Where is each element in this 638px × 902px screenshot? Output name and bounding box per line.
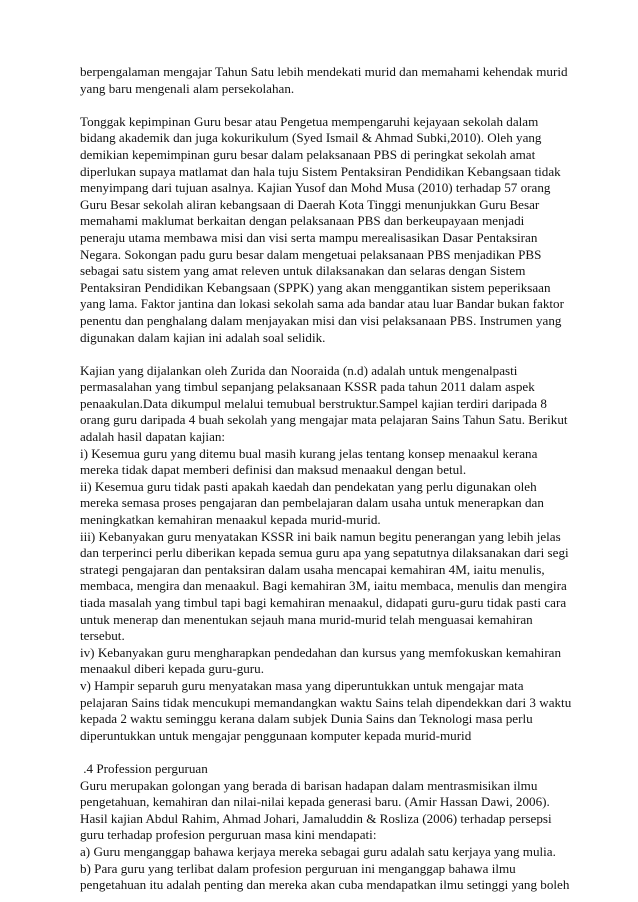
text-line: tersebut. [80,628,125,644]
paragraph-3-text [80,362,572,745]
text-line: kepada 2 waktu seminggu kerana dalam subjek Dunia Sains dan Teknologi masa perlu [80,711,533,727]
text-line: mereka tidak dapat memberi definisi dan maksud menaakul dengan betul. [80,462,467,478]
text-line: bidang akademik dan juga kokurikulum (Syed Ismail & Ahmad Subki,2010). Oleh yang [80,130,542,146]
text-line: permasalahan yang timbul sepanjang pelaksanaan KSSR pada tahun 2011 dalam aspek [80,379,535,395]
text-line: Hasil kajian Abdul Rahim, Ahmad Johari, Jamaluddin & Rosliza (2006) terhadap persepsi [80,810,552,826]
text-line: Negara. Sokongan padu guru besar dalam mengetuai pelaksanaan PBS menjadikan PBS [80,246,542,262]
text-line: diperuntukkan untuk mengajar penggunaan komputer kepada murid-murid [80,727,472,743]
paragraph-1-text [80,64,568,97]
text-line: Kajian yang dijalankan oleh Zurida dan Nooraida (n.d) adalah untuk mengenalpasti [80,362,518,378]
text-line: pelajaran Sains tidak mencukupi memandangkan waktu Sains telah dipendekkan dari 3 waktu [80,694,572,710]
text-line: membaca, mengira dan menaakul. Bagi kemahiran 3M, iaitu membaca, menulis dan mengira [80,578,567,594]
paragraph-4-text [80,777,570,894]
text-line: digunakan dalam kajian ini adalah soal selidik. [80,329,326,345]
list-item-i: i) Kesemua guru yang ditemu bual masih kurang jelas tentang konsep menaakul kerana [80,445,538,461]
text-line: pengetahuan itu adalah penting dan mereka akan cuba mendapatkan ilmu setinggi yang boleh [80,877,570,893]
text-line: berpengalaman mengajar Tahun Satu lebih mendekati murid dan memahami kehendak murid [80,64,568,79]
list-item-ii: ii) Kesemua guru tidak pasti apakah kaedah dan pendekatan yang perlu digunakan oleh [80,478,537,494]
text-line: menaakul diberi kepada guru-guru. [80,661,264,677]
text-line: memahami maklumat berkaitan dengan pelaksanaan PBS dan berkeupayaan menjadi [80,213,525,229]
text-line: guru terhadap profesion perguruan masa kini mendapati: [80,827,377,843]
text-line: meningkatkan kemahiran menaakul kepada murid-murid. [80,512,381,528]
section-profession [80,760,570,894]
list-item-v: v) Hampir separuh guru menyatakan masa yang diperuntukkan untuk mengajar mata [80,677,524,693]
list-item-iii: iii) Kebanyakan guru menyatakan KSSR ini baik namun begitu penerangan yang lebih jelas [80,528,561,544]
text-line: untuk menerap dan menentukan sejauh mana murid-murid telah menguasai kemahiran [80,611,533,627]
paragraph-1 [80,64,568,97]
list-item-iv: iv) Kebanyakan guru mengharapkan pendedahan dan kursus yang memfokuskan kemahiran [80,644,562,660]
text-line: Tonggak kepimpinan Guru besar atau Pengetua mempengaruhi kejayaan sekolah dalam [80,113,539,129]
text-line: sebagai satu sistem yang amat releven untuk dilaksanakan dan selaras dengan Sistem [80,263,526,279]
text-line: dan terperinci perlu diberikan kepada semua guru apa yang sepatutnya dilaksanakan dari segi [80,545,569,561]
text-line: yang baru mengenali alam persekolahan. [80,80,295,96]
text-line: penentu dan penghalang dalam menjayakan misi dan visi pelaksanaan PBS. Instrumen yang [80,312,562,328]
text-line: mereka semasa proses pengajaran dan pembelajaran dalam usaha untuk menerapkan dan [80,495,544,511]
text-line: diperlukan supaya matlamat dan hala tuju Sistem Pentaksiran Pendidikan Kebangsaan tidak [80,163,561,179]
text-line: peneraju utama membawa misi dan visi serta mampu merealisasikan Dasar Pentaksiran [80,229,538,245]
text-line: demikian kepemimpinan guru besar dalam pelaksanaan PBS di peringkat sekolah amat [80,146,536,162]
list-item-a: a) Guru menganggap bahawa kerjaya mereka sebagai guru adalah satu kerjaya yang mulia. [80,843,556,859]
section-heading [80,761,560,778]
text-line: yang lama. Faktor jantina dan lokasi sekolah sama ada bandar atau luar Bandar bukan faktor [80,296,564,312]
text-line: pengetahuan, kemahiran dan nilai-nilai kepada generasi baru. (Amir Hassan Dawi, 2006). [80,794,550,810]
paragraph-2 [80,113,564,346]
paragraph-3 [80,362,572,745]
list-item-b: b) Para guru yang terlibat dalam profesion perguruan ini menganggap bahawa ilmu [80,860,516,876]
text-line: menyimpang dari tujuan asalnya. Kajian Yusof dan Mohd Musa (2010) terhadap 57 orang [80,180,551,196]
text-line: strategi pengajaran dan pentaksiran dalam usaha mencapai kemahiran 4M, iaitu menulis, [80,561,545,577]
section-heading-text: .4 Profession perguruan [80,760,208,776]
text-line: Pentaksiran Pendidikan Kebangsaan (SPPK) yang akan menggantikan sistem peperiksaan [80,279,551,295]
paragraph-2-text [80,113,564,346]
text-line: penaakulan.Data dikumpul melalui temubual berstruktur.Sampel kajian terdiri daripada 8 [80,395,547,411]
text-line: Guru Besar sekolah aliran kebangsaan di Daerah Kota Tinggi menunjukkan Guru Besar [80,196,540,212]
text-line: tiada masalah yang timbul tapi bagi kemahiran menaakul, didapati guru-guru tidak pasti cara [80,595,567,610]
text-line: adalah hasil dapatan kajian: [80,429,226,445]
text-line: orang guru daripada 4 buah sekolah yang mengajar mata pelajaran Sains Tahun Satu. Berikut [80,412,568,428]
text-line: Guru merupakan golongan yang berada di barisan hadapan dalam mentrasmisikan ilmu [80,777,538,793]
